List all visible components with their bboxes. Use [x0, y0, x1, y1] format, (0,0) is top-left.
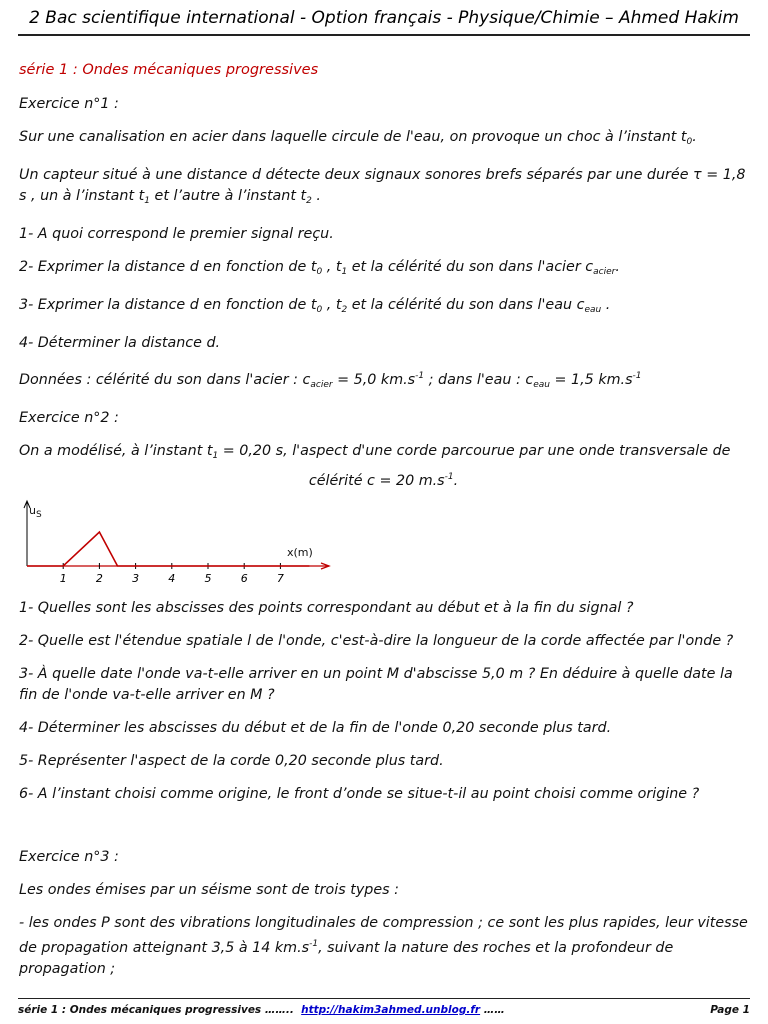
exercise-1-question-4: 4- Déterminer la distance d. [19, 335, 221, 351]
exercise-2-question-6: 6- A l’instant choisi comme origine, le front d’onde se situe-t-il au point choisi comme origine ? [19, 786, 700, 802]
y-axis-label: $u_S$ [29, 504, 42, 520]
exercise-2-question-2: 2- Quelle est l'étendue spatiale l de l'onde, c'est-à-dire la longueur de la corde affectée par l'onde ? [19, 633, 734, 649]
exercise-3-title: Exercice n°3 : [19, 849, 119, 865]
document-body [19, 60, 748, 992]
x-axis-label: x(m) [287, 546, 313, 559]
exercise-3-paragraph-1: - les ondes P sont des vibrations longitudinales de compression ; ce sont les plus rapides, leur vitesse de propagation atteignant 3,5 à 14 $km.s^{-1}$, suivant la nature des roches et la profondeur de propagation ; [19, 915, 748, 977]
exercise-1-question-2: 2- Exprimer la distance d en fonction de $t_0$ , $t_1$ et la célérité du son dans l'acier $c_{acier}$. [19, 259, 620, 277]
x-tick-label: 6 [240, 572, 248, 585]
footer-dots: …… [480, 1004, 505, 1016]
page-footer [18, 998, 750, 1021]
x-tick-label: 1 [59, 572, 67, 585]
exercise-3-intro: Les ondes émises par un séisme sont de trois types : [19, 882, 399, 898]
footer-left [18, 999, 505, 1021]
exercise-2-question-4: 4- Déterminer les abscisses du début et de la fin de l'onde 0,20 seconde plus tard. [19, 720, 612, 736]
page-header [18, 4, 750, 36]
exercise-2-question-3: 3- À quelle date l'onde va-t-elle arriver en un point M d'abscisse 5,0 m ? En déduire à quelle date la fin de l'onde va-t-elle arriver en M ? [19, 666, 733, 703]
wave-signal-line [27, 532, 309, 566]
x-tick-label: 4 [168, 572, 176, 585]
exercise-1-paragraph-2: Un capteur situé à une distance d détecte deux signaux sonores brefs séparés par une durée τ = 1,8 s , un à l’instant $t_1$ et l’autre à l’instant $t_2$ . [19, 167, 746, 206]
series-title: série 1 : Ondes mécaniques progressives [19, 62, 319, 78]
string-wave-figure [15, 496, 335, 586]
header-title: 2 Bac scientifique international - Option français - Physique/Chimie – Ahmed Hakim [29, 8, 739, 28]
x-tick-label: 3 [132, 572, 140, 585]
exercise-2-question-1: 1- Quelles sont les abscisses des points correspondant au début et à la fin du signal ? [19, 600, 634, 616]
exercise-1-title: Exercice n°1 : [19, 96, 119, 112]
x-tick-label: 2 [95, 572, 103, 585]
exercise-1-question-3: 3- Exprimer la distance d en fonction de $t_0$ , $t_2$ et la célérité du son dans l'eau $c_{eau}$ . [19, 297, 611, 315]
wave-chart [15, 496, 335, 586]
exercise-2-title: Exercice n°2 : [19, 410, 119, 426]
exercise-1-paragraph-1: Sur une canalisation en acier dans laquelle circule de l'eau, on provoque un choc à l’instant $t_0$. [19, 129, 697, 147]
x-tick-label: 5 [204, 572, 212, 585]
footer-page-number: Page 1 [710, 1004, 750, 1016]
footer-link[interactable]: http://hakim3ahmed.unblog.fr [301, 1004, 481, 1016]
exercise-2-intro: On a modélisé, à l’instant $t_1 = 0,20$ s, l'aspect d'une corde parcourue par une onde transversale de célérité c = 20 $m.s^{-1}$. [19, 443, 731, 489]
exercise-1-data: Données : célérité du son dans l'acier : $c_{acier} = 5,0$ $km.s^{-1}$ ; dans l'eau : $c_{eau} = 1,5$ $km.s^{-1}$ [19, 371, 642, 390]
exercise-1-question-1: 1- A quoi correspond le premier signal reçu. [19, 226, 334, 242]
exercise-2-question-5: 5- Représenter l'aspect de la corde 0,20 seconde plus tard. [19, 753, 444, 769]
footer-series: série 1 : Ondes mécaniques progressives …….. [18, 1004, 294, 1016]
x-tick-label: 7 [276, 572, 284, 585]
